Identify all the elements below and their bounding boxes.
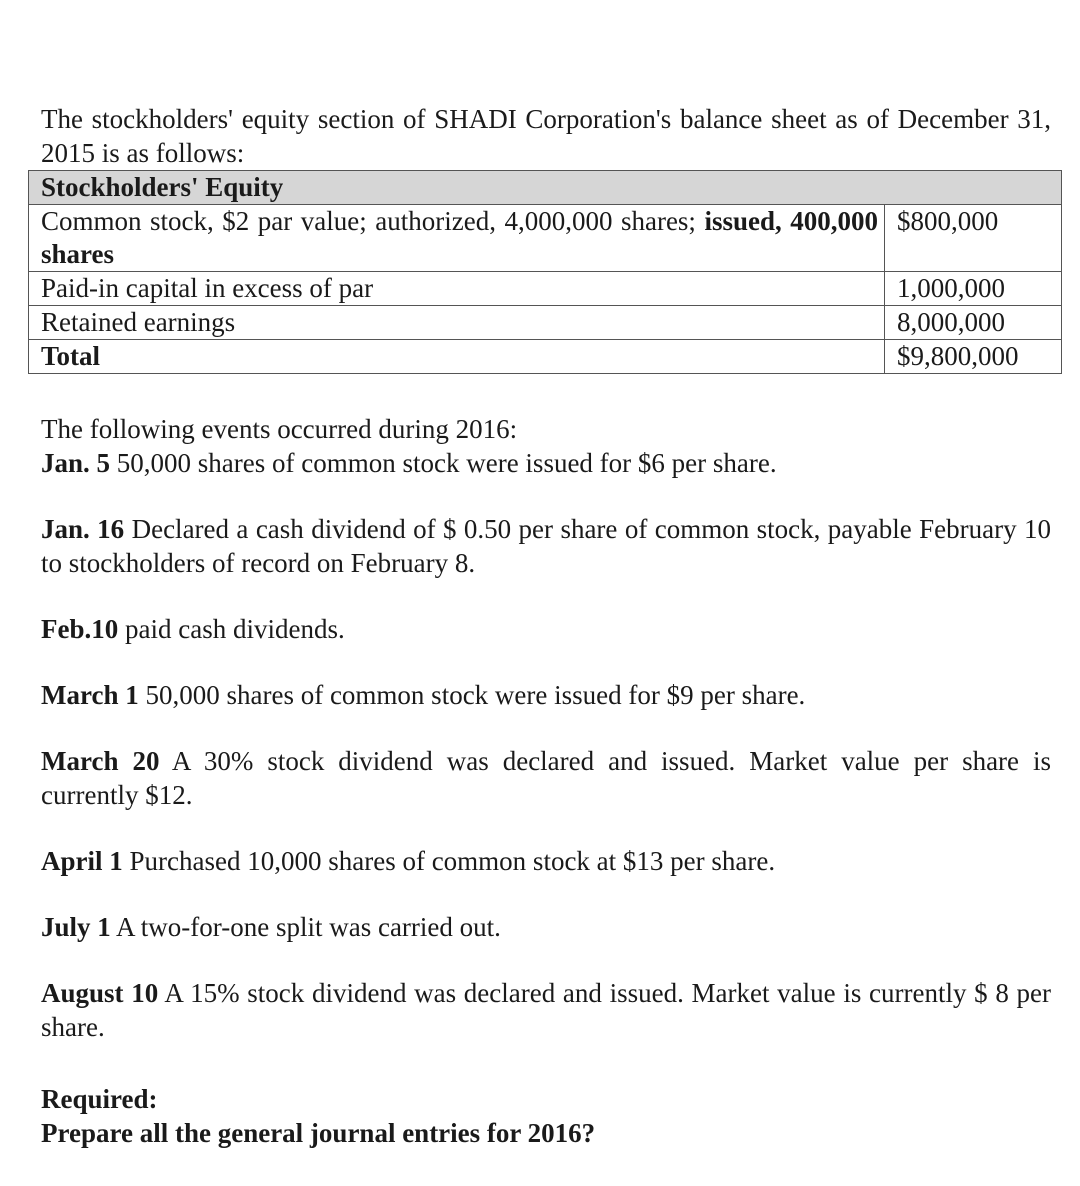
event-item	[41, 512, 1051, 580]
table-row-total	[29, 340, 1062, 374]
events-section	[41, 412, 1051, 1044]
table-row	[29, 272, 1062, 306]
row-label-bold: issued, 400,000 shares	[41, 206, 878, 269]
required-title: Required:	[41, 1084, 158, 1114]
row-amount-total: $9,800,000	[885, 340, 1062, 374]
event-text: A 15% stock dividend was declared and issued. Market value is currently $ 8 per share.	[41, 978, 1052, 1042]
row-amount-paid-in-capital: 1,000,000	[885, 272, 1062, 306]
event-text: Purchased 10,000 shares of common stock at $13 per share.	[122, 846, 776, 876]
event-text: A two-for-one split was carried out.	[110, 912, 501, 942]
event-text: 50,000 shares of common stock were issued for $6 per share.	[110, 448, 777, 478]
event-date: July 1	[41, 912, 111, 942]
table-header-row	[29, 171, 1062, 205]
events-list	[41, 446, 1051, 1044]
table-row	[29, 205, 1062, 272]
event-date: Feb.10	[41, 614, 119, 644]
row-amount-retained-earnings: 8,000,000	[885, 306, 1062, 340]
event-item	[41, 976, 1051, 1044]
required-section	[41, 1082, 1051, 1150]
row-label-text: Common stock, $2 par value; authorized, 4,000,000 shares;	[41, 206, 705, 236]
event-text: paid cash dividends.	[118, 614, 345, 644]
row-label-retained-earnings: Retained earnings	[29, 306, 885, 340]
row-label-total: Total	[29, 340, 885, 374]
event-date: April 1	[41, 846, 123, 876]
event-item	[41, 678, 1051, 712]
event-item	[41, 744, 1051, 812]
intro-paragraph: The stockholders' equity section of SHADI Corporation's balance sheet as of December 31, 2015 is as follows:	[41, 104, 1051, 168]
table-header: Stockholders' Equity	[29, 171, 1062, 205]
required-text: Prepare all the general journal entries for 2016?	[41, 1118, 596, 1148]
event-item	[41, 446, 1051, 480]
event-item	[41, 844, 1051, 878]
table-row	[29, 306, 1062, 340]
event-date: March 20	[41, 746, 160, 776]
event-date: August 10	[41, 978, 159, 1008]
events-intro: The following events occurred during 2016:	[41, 414, 518, 444]
stockholders-equity-table	[28, 170, 1062, 374]
event-item	[41, 910, 1051, 944]
event-text: A 30% stock dividend was declared and issued. Market value per share is currently $12.	[41, 746, 1052, 810]
event-text: 50,000 shares of common stock were issued for $9 per share.	[138, 680, 806, 710]
event-date: March 1	[41, 680, 139, 710]
event-date: Jan. 16	[41, 514, 125, 544]
event-text: Declared a cash dividend of $ 0.50 per share of common stock, payable February 10 to stockholders of record on February 8.	[41, 514, 1051, 578]
event-date: Jan. 5	[41, 448, 111, 478]
row-label-common-stock	[29, 205, 885, 272]
row-label-paid-in-capital: Paid-in capital in excess of par	[29, 272, 885, 306]
row-amount-common-stock: $800,000	[885, 205, 1062, 272]
event-item	[41, 612, 1051, 646]
